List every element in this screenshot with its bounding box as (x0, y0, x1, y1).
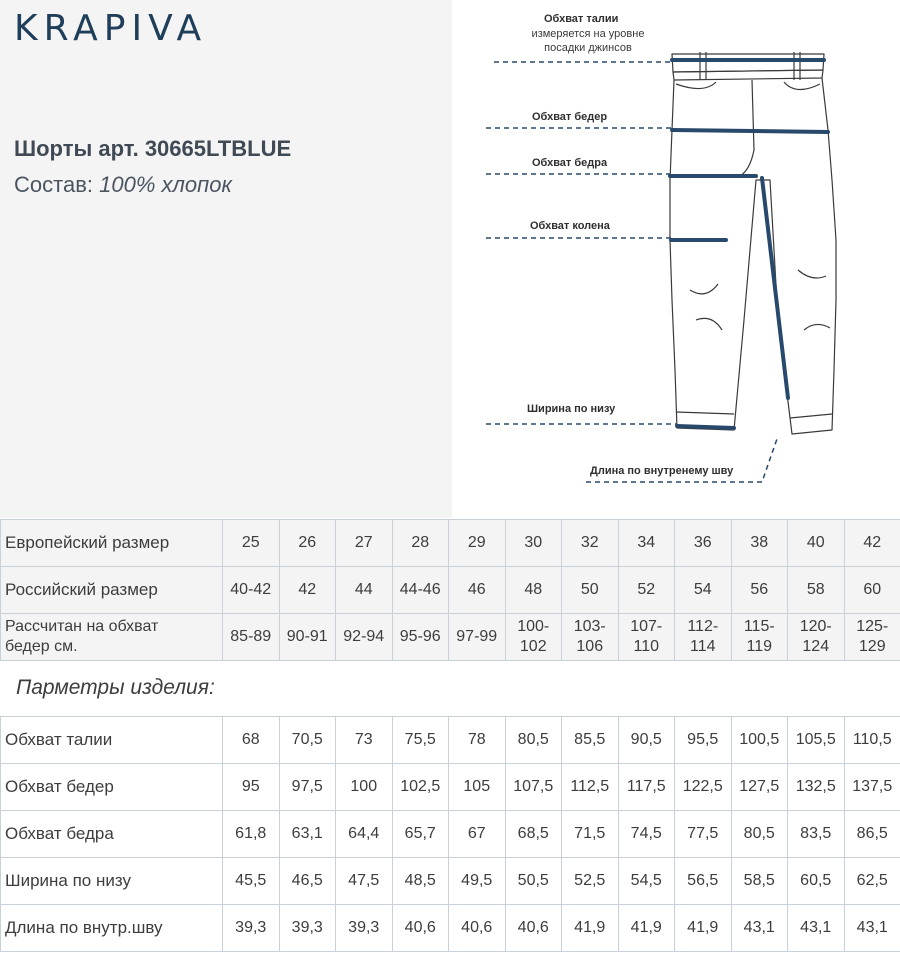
pants-pocket-left (676, 82, 716, 89)
label-waist-note-1: измеряется на уровне (531, 28, 645, 40)
cell: 90,5 (618, 717, 675, 764)
cell: 42 (844, 520, 900, 567)
pants-belt-loop-right (794, 52, 800, 80)
cell-line: 85-89 (230, 628, 272, 645)
cell (788, 614, 845, 661)
cell: 48,5 (392, 858, 449, 905)
cell: 38 (731, 520, 788, 567)
pants-crease-3 (798, 270, 826, 278)
cell: 105 (449, 764, 506, 811)
pants-crease-1 (690, 284, 718, 294)
cell-line: 129 (858, 638, 886, 655)
cell: 78 (449, 717, 506, 764)
cell-line: 92-94 (343, 628, 385, 645)
params-heading: Парметры изделия: (16, 676, 215, 699)
cell: 105,5 (788, 717, 845, 764)
cell (279, 614, 336, 661)
row-label-thigh: Обхват бедра (1, 811, 223, 858)
cell: 58 (788, 567, 845, 614)
cell: 74,5 (618, 811, 675, 858)
cell: 80,5 (505, 717, 562, 764)
pants-waistband (672, 54, 824, 72)
cell: 97,5 (279, 764, 336, 811)
cell: 132,5 (788, 764, 845, 811)
cell: 27 (336, 520, 393, 567)
row-label-waist: Обхват талии (1, 717, 223, 764)
cell-line: 107- (630, 618, 663, 635)
size-table (0, 519, 900, 661)
table-row (1, 905, 900, 952)
cell: 40,6 (449, 905, 506, 952)
cell: 73 (336, 717, 393, 764)
cell: 67 (449, 811, 506, 858)
cell (675, 614, 732, 661)
cell: 110,5 (844, 717, 900, 764)
cell: 40 (788, 520, 845, 567)
cell: 95 (223, 764, 280, 811)
cell: 58,5 (731, 858, 788, 905)
cell: 112,5 (562, 764, 619, 811)
cell: 65,7 (392, 811, 449, 858)
cell-line: 115- (743, 618, 775, 635)
cell: 49,5 (449, 858, 506, 905)
table-row (1, 764, 900, 811)
pants-crease-2 (696, 318, 722, 330)
cell: 39,3 (223, 905, 280, 952)
cell: 44 (336, 567, 393, 614)
measure-hips-line (672, 130, 828, 132)
cell (392, 614, 449, 661)
cell: 30 (505, 520, 562, 567)
pants-fly (740, 80, 754, 176)
label-inseam: Длина по внутренему шву (590, 465, 734, 477)
cell: 29 (449, 520, 506, 567)
cell-line: 106 (576, 638, 604, 655)
row-label-hip-fit (1, 614, 223, 661)
cell: 62,5 (844, 858, 900, 905)
label-knee: Обхват колена (530, 220, 610, 232)
cell-line: 124 (802, 638, 830, 655)
composition-value: 100% хлопок (99, 172, 232, 197)
params-table (0, 716, 900, 952)
cell-line: 90-91 (286, 628, 328, 645)
cell (731, 614, 788, 661)
cell: 85,5 (562, 717, 619, 764)
table-row (1, 811, 900, 858)
cell: 68 (223, 717, 280, 764)
cell: 122,5 (675, 764, 732, 811)
cell: 34 (618, 520, 675, 567)
cell: 26 (279, 520, 336, 567)
cell: 83,5 (788, 811, 845, 858)
cell (223, 614, 280, 661)
cell: 32 (562, 520, 619, 567)
cell-line: 112- (687, 618, 719, 635)
cell-line: 103- (573, 618, 606, 635)
row-label-inseam: Длина по внутр.шву (1, 905, 223, 952)
cell: 70,5 (279, 717, 336, 764)
cell: 64,4 (336, 811, 393, 858)
cell-line: 97-99 (456, 628, 498, 645)
cell: 43,1 (844, 905, 900, 952)
cell-line: 102 (519, 638, 547, 655)
cell-line: 95-96 (399, 628, 441, 645)
table-row (1, 520, 900, 567)
cell: 46 (449, 567, 506, 614)
cell: 44-46 (392, 567, 449, 614)
label-hips: Обхват бедер (532, 111, 608, 123)
cell (618, 614, 675, 661)
cell: 102,5 (392, 764, 449, 811)
row-label-hem: Ширина по низу (1, 858, 223, 905)
cell: 41,9 (675, 905, 732, 952)
cell: 56 (731, 567, 788, 614)
cell-line: 114 (689, 638, 716, 655)
table-row (1, 567, 900, 614)
row-label-ru-size: Российский размер (1, 567, 223, 614)
label-waist: Обхват талии (544, 13, 619, 25)
cell: 47,5 (336, 858, 393, 905)
cell: 117,5 (618, 764, 675, 811)
cell: 50,5 (505, 858, 562, 905)
cell: 60,5 (788, 858, 845, 905)
cell: 56,5 (675, 858, 732, 905)
cell: 39,3 (279, 905, 336, 952)
cell: 43,1 (788, 905, 845, 952)
cell (336, 614, 393, 661)
measure-inseam-line (762, 178, 788, 398)
cell: 137,5 (844, 764, 900, 811)
row-label-line: Рассчитан на обхват (5, 618, 159, 635)
label-waist-note-2: посадки джинсов (544, 42, 632, 54)
pants-pocket-right (784, 82, 820, 90)
cell: 28 (392, 520, 449, 567)
cell (449, 614, 506, 661)
cell: 107,5 (505, 764, 562, 811)
cell: 63,1 (279, 811, 336, 858)
cell (562, 614, 619, 661)
cell: 52 (618, 567, 675, 614)
measure-hem-line (677, 426, 734, 428)
label-hem: Ширина по низу (527, 403, 616, 415)
cell: 48 (505, 567, 562, 614)
cell: 46,5 (279, 858, 336, 905)
cell: 68,5 (505, 811, 562, 858)
cell-line: 100- (517, 618, 550, 635)
cell: 43,1 (731, 905, 788, 952)
cell (844, 614, 900, 661)
cell-line: 110 (633, 638, 659, 655)
cell: 61,8 (223, 811, 280, 858)
pants-belt-loop-left (700, 52, 706, 80)
cell: 41,9 (618, 905, 675, 952)
cell-line: 125- (856, 618, 889, 635)
cell: 100 (336, 764, 393, 811)
cell: 42 (279, 567, 336, 614)
row-label-hips: Обхват бедер (1, 764, 223, 811)
table-row (1, 858, 900, 905)
cell: 86,5 (844, 811, 900, 858)
cell: 71,5 (562, 811, 619, 858)
cell: 36 (675, 520, 732, 567)
cell: 41,9 (562, 905, 619, 952)
cell: 45,5 (223, 858, 280, 905)
cell: 40,6 (392, 905, 449, 952)
brand-logo: KRAPIVA (14, 8, 208, 49)
pants-crease-4 (804, 324, 830, 330)
pants-hem-right (790, 414, 832, 418)
cell: 39,3 (336, 905, 393, 952)
cell: 60 (844, 567, 900, 614)
label-thigh: Обхват бедра (532, 157, 608, 169)
cell: 54,5 (618, 858, 675, 905)
product-title: Шорты арт. 30665LTBLUE (14, 136, 292, 161)
cell: 80,5 (731, 811, 788, 858)
cell: 127,5 (731, 764, 788, 811)
cell-line: 120- (799, 618, 832, 635)
row-label-line: бедер см. (5, 638, 78, 655)
composition-label: Состав: (14, 172, 93, 197)
cell-line: 119 (746, 638, 772, 655)
table-row (1, 717, 900, 764)
cell: 40,6 (505, 905, 562, 952)
cell: 77,5 (675, 811, 732, 858)
cell (505, 614, 562, 661)
row-label-eu-size: Европейский размер (1, 520, 223, 567)
cell: 54 (675, 567, 732, 614)
cell: 100,5 (731, 717, 788, 764)
table-row (1, 614, 900, 661)
cell: 75,5 (392, 717, 449, 764)
cell: 52,5 (562, 858, 619, 905)
pants-hem-left (676, 412, 734, 414)
cell: 25 (223, 520, 280, 567)
cell: 40-42 (223, 567, 280, 614)
cell: 95,5 (675, 717, 732, 764)
cell: 50 (562, 567, 619, 614)
